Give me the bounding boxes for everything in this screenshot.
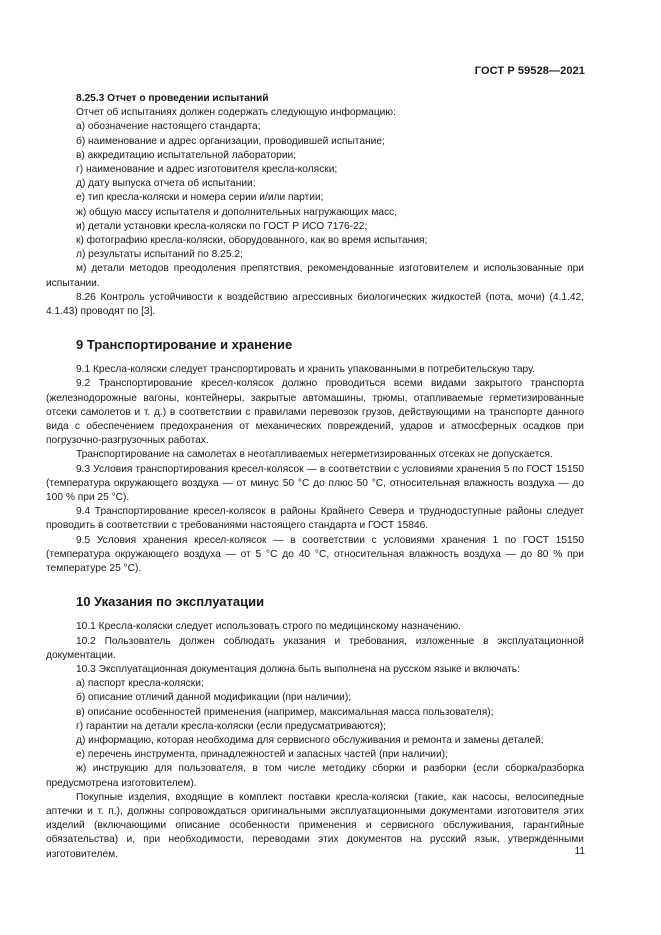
- list-item: ж) общую массу испытателя и дополнительных нагружающих масс,: [76, 206, 398, 218]
- list-item: а) обозначение настоящего стандарта;: [76, 121, 261, 133]
- documentation-items-list: [46, 677, 584, 762]
- list-item: б) описание отличий данной модификации (при наличии);: [76, 692, 352, 704]
- list-item: а) паспорт кресла-коляски;: [76, 678, 204, 690]
- section-title: 9 Транспортирование и хранение: [76, 337, 293, 353]
- list-item: м) детали методов преодоления препятствия, рекомендованные изготовителем и использованные при испытании.: [46, 263, 584, 289]
- list-item: ж) инструкцию для пользователя, в том числе методику сборки и разборки (если сборка/разборка предусмотрена изготовителем).: [46, 763, 584, 789]
- list-item: б) наименование и адрес организации, проводившей испытание;: [76, 135, 385, 147]
- paragraph: 9.5 Условия хранения кресел-колясок — в соответствии с условиями хранения 1 по ГОСТ 15150 (температура окружающего воздуха — от 5 °С до 40 °С, относительная влажность воздуха — до 80 % при температуре 25 °С).: [46, 534, 584, 575]
- list-item: в) аккредитацию испытательной лаборатории;: [76, 149, 297, 161]
- list-item: л) результаты испытаний по 8.25.2;: [76, 249, 243, 261]
- list-item: в) описание особенностей применения (например, максимальная масса пользователя);: [76, 706, 494, 718]
- list-item: к) фотографию кресла-коляски, оборудованного, как во время испытания;: [76, 235, 428, 247]
- list-item: и) детали установки кресла-коляски по ГОСТ Р ИСО 7176-22;: [76, 220, 368, 232]
- page-number: 11: [574, 846, 585, 857]
- paragraph: Транспортирование на самолетах в неотапливаемых негерметизированных отсеках не допускается.: [76, 449, 553, 461]
- paragraph: 10.1 Кресла-коляски следует использовать строго по медицинскому назначению.: [76, 621, 461, 633]
- paragraph: 9.3 Условия транспортирования кресел-колясок — в соответствии с условиями хранения 5 по ГОСТ 15150 (температура окружающего воздуха — от минус 50 °С до плюс 50 °С, относительная влажность воздуха — до 100 % при 25 °С).: [46, 463, 584, 504]
- paragraph: 9.1 Кресла-коляски следует транспортировать и хранить упакованными в потребительскую тару.: [76, 364, 535, 376]
- paragraph: Отчет об испытаниях должен содержать следующую информацию:: [76, 107, 396, 119]
- list-item: е) перечень инструмента, принадлежностей и запасных частей (при наличии);: [76, 749, 448, 761]
- list-item: г) наименование и адрес изготовителя кресла-коляски;: [76, 164, 338, 176]
- paragraph: Покупные изделия, входящие в комплект поставки кресла-коляски (такие, как насосы, велосипедные аптечки и т. п.), должны сопровождаться оригинальными эксплуатационными документами изготовителя этих изделий (включающими описание особенности применения и сервисного обслуживания, гарантийные обязательства) и, при необходимости, переводами этих документов на русский язык, утвержденными изготовителем.: [46, 791, 584, 860]
- report-items-list: [46, 120, 584, 262]
- list-item: д) дату выпуска отчета об испытании;: [76, 178, 256, 190]
- paragraph: 9.4 Транспортирование кресел-колясок в районы Крайнего Севера и труднодоступные районы следует проводить в соответствии с требованиями настоящего стандарта и ГОСТ 15846.: [46, 506, 584, 532]
- standard-designation: ГОСТ Р 59528—2021: [474, 65, 585, 77]
- section-title: 10 Указания по эксплуатации: [76, 594, 265, 610]
- paragraph: 9.2 Транспортирование кресел-колясок должно проводиться всеми видами закрытого транспорта (железнодорожные вагоны, контейнеры, закрытые автомашины, трюмы, отапливаемые герметизированные отсеки самолетов и т. д.) в соответствии с правилами перевозок грузов, действующими на транспорте данного вида с обеспечением предохранения от механических повреждений, ударов и атмосферных осадков при погрузочно-разгрузочных работах.: [46, 378, 584, 447]
- list-item: г) гарантии на детали кресла-коляски (если предусматриваются);: [76, 720, 386, 732]
- list-item: д) информацию, которая необходима для сервисного обслуживания и ремонта и замены деталей;: [76, 734, 544, 746]
- list-item: е) тип кресла-коляски и номера серии и/или партии;: [76, 192, 324, 204]
- subsection-heading: 8.25.3 Отчет о проведении испытаний: [76, 93, 269, 104]
- paragraph: 10.2 Пользователь должен соблюдать указания и требования, изложенные в эксплуатационной документации.: [46, 635, 584, 661]
- document-body: [46, 92, 584, 862]
- paragraph: 8.26 Контроль устойчивости к воздействию агрессивных биологических жидкостей (пота, мочи) (4.1.42, 4.1.43) проводят по [3].: [46, 291, 584, 318]
- paragraph: 10.3 Эксплуатационная документация должна быть выполнена на русском языке и включать:: [76, 663, 520, 675]
